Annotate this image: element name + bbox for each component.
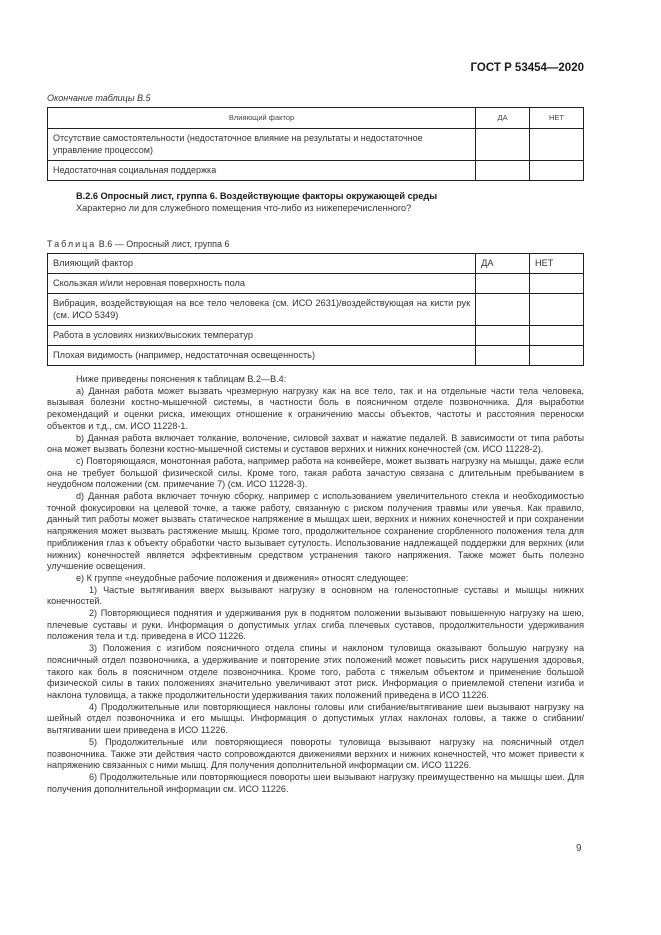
factor-cell: Скользкая и/или неровная поверхность пола <box>48 274 476 294</box>
factor-cell: Вибрация, воздействующая на все тело человека (см. ИСО 2631)/воздействующая на кисти рук (см. ИСО 5349) <box>48 294 476 326</box>
table-row <box>48 346 584 366</box>
explanation-e: e) К группе «неудобные рабочие положения и движения» относят следующее: <box>76 572 409 583</box>
yes-cell[interactable] <box>476 346 530 366</box>
table-row <box>48 294 584 326</box>
factor-cell: Плохая видимость (например, недостаточная освещенность) <box>48 346 476 366</box>
explanation-e-item: 4) Продолжительные или повторяющиеся наклоны головы или сгибание/вытягивание шеи вызывают нагрузку на шейный отдел позвоночника и его мышцы. Информация о допустимых углах наклонах головы, а также о сгибании/вытягивании шеи приведена в ИСО 11226. <box>47 701 584 736</box>
table-b5 <box>47 107 584 181</box>
yes-cell[interactable] <box>476 274 530 294</box>
explanation-d: d) Данная работа включает точную сборку, например с использованием увеличительного стекла и необходимостью точной фокусировки на целевой точке, а также работу, связанную с риском получения травмы или увечья. Как правило, данный тип работы может вызвать статическое напряжение в мышцах шеи, верхних и нижних конечностей и при сохранении напряжения может вызвать растяжение мышц. Кроме того, продолжительное сохранение сгорбленного положения тела для приближения глаз к объекту обработки часто вызывает сутулость. Использование надлежащей поддержки для верхних (или нижних) конечностей является эффективным средством устранения такого напряжения. Также может быть полезно улучшение освещения. <box>47 491 584 572</box>
table-b6-caption <box>47 239 230 249</box>
table-header-row <box>48 108 584 129</box>
explanation-e-item: 5) Продолжительные или повторяющиеся повороты туловища вызывают нагрузку на поясничный отдел позвоночника. Также эти действия часто сопровождаются движениями верхних и нижних конечностей, что может привести к напряжению связанных с ними мышц. Для получения дополнительной информации см. ИСО 11226. <box>47 736 584 771</box>
table-row <box>48 274 584 294</box>
column-header-factor: Влияющий фактор <box>48 254 476 274</box>
no-cell[interactable] <box>530 129 584 161</box>
factor-cell: Отсутствие самостоятельности (недостаточное влияние на результаты и недостаточное управление процессом) <box>48 129 476 161</box>
explanation-c: c) Повторяющаяся, монотонная работа, например работа на конвейере, может вызвать нагрузку на мышцы, даже если она не требует большой физической силы. Кроме того, такая работа зачастую связана с длительным пребыванием в неудобном положении (см. примечание 7) (см. ИСО 11228-3). <box>47 455 584 490</box>
column-header-yes: ДА <box>476 108 530 129</box>
yes-cell[interactable] <box>476 326 530 346</box>
no-cell[interactable] <box>530 346 584 366</box>
factor-cell: Работа в условиях низких/высоких температур <box>48 326 476 346</box>
table-b6 <box>47 253 584 366</box>
explanation-e-item: 1) Частые вытягивания вверх вызывают нагрузку в основном на голеностопные суставы и мышцы нижних конечностей. <box>47 584 584 607</box>
explanation-e-item: 6) Продолжительные или повторяющиеся повороты шеи вызывают нагрузку преимущественно на мышцы шеи. Для получения дополнительной информации см. ИСО 11226. <box>47 771 584 794</box>
table-caption-label: Таблица <box>47 239 97 249</box>
column-header-no: НЕТ <box>530 254 584 274</box>
table-row <box>48 326 584 346</box>
table-header-row <box>48 254 584 274</box>
explanation-e-item: 2) Повторяющиеся поднятия и удерживания рук в поднятом положении вызывают повышенную нагрузку на шею, плечевые суставы и руки. Информация о допустимых углах сгиба плечевых суставов, продолжительности удерживания положения тела и т.д. приведена в ИСО 11226. <box>47 608 584 642</box>
yes-cell[interactable] <box>476 129 530 161</box>
column-header-yes: ДА <box>476 254 530 274</box>
section-question: Характерно ли для служебного помещения что-либо из нижеперечисленного? <box>76 203 412 213</box>
yes-cell[interactable] <box>476 161 530 181</box>
no-cell[interactable] <box>530 161 584 181</box>
column-header-no: НЕТ <box>530 108 584 129</box>
explanation-e-item: 3) Положения с изгибом поясничного отдела спины и наклоном туловища оказывают большую нагрузку на поясничный отдел позвоночника, а удерживание и повторение этих положений может повысить риск нарушения здоровья, такого как боль в поясничном отделе позвоночника. Кроме того, работа с тяжелым объектом и применение большой физической силы в таких положениях значительно увеличивают этот риск. Информация о приемлемой степени изгиба и наклона туловища, а также продолжительности удерживания таких положений приведена в ИСО 11226. <box>47 643 584 700</box>
table-row <box>48 161 584 181</box>
factor-cell: Недостаточная социальная поддержка <box>48 161 476 181</box>
explanations-intro: Ниже приведены пояснения к таблицам В.2—В.4: <box>76 374 287 384</box>
explanation-a: a) Данная работа может вызвать чрезмерную нагрузку как на все тело, так и на отдельные части тела человека, вызывая болезни костно-мышечной системы, в частности боль в поясничном отделе позвоночника. Для выработки рекомендаций и оценки риска, имеющих отношение к ограничению массы объектов, частоты и расстояния переноски объектов и т.д., см. ИСО 11228-1. <box>47 385 584 431</box>
explanation-b: b) Данная работа включает толкание, волочение, силовой захват и нажатие педалей. В зависимости от типа работы она может вызвать болезни костно-мышечной системы и суставов верхних и нижних конечностей (см. ИСО 11228-2). <box>47 432 584 455</box>
no-cell[interactable] <box>530 326 584 346</box>
column-header-factor: Влияющий фактор <box>48 108 476 129</box>
no-cell[interactable] <box>530 294 584 326</box>
table-caption-text: В.6 — Опросный лист, группа 6 <box>96 239 230 249</box>
yes-cell[interactable] <box>476 294 530 326</box>
standard-id: ГОСТ Р 53454—2020 <box>470 62 584 74</box>
no-cell[interactable] <box>530 274 584 294</box>
explanations-body <box>47 374 584 795</box>
section-heading: В.2.6 Опросный лист, группа 6. Воздействующие факторы окружающей среды <box>76 191 438 201</box>
table-row <box>48 129 584 161</box>
page-number: 9 <box>576 843 582 854</box>
table-b5-caption: Окончание таблицы В.5 <box>47 93 151 103</box>
